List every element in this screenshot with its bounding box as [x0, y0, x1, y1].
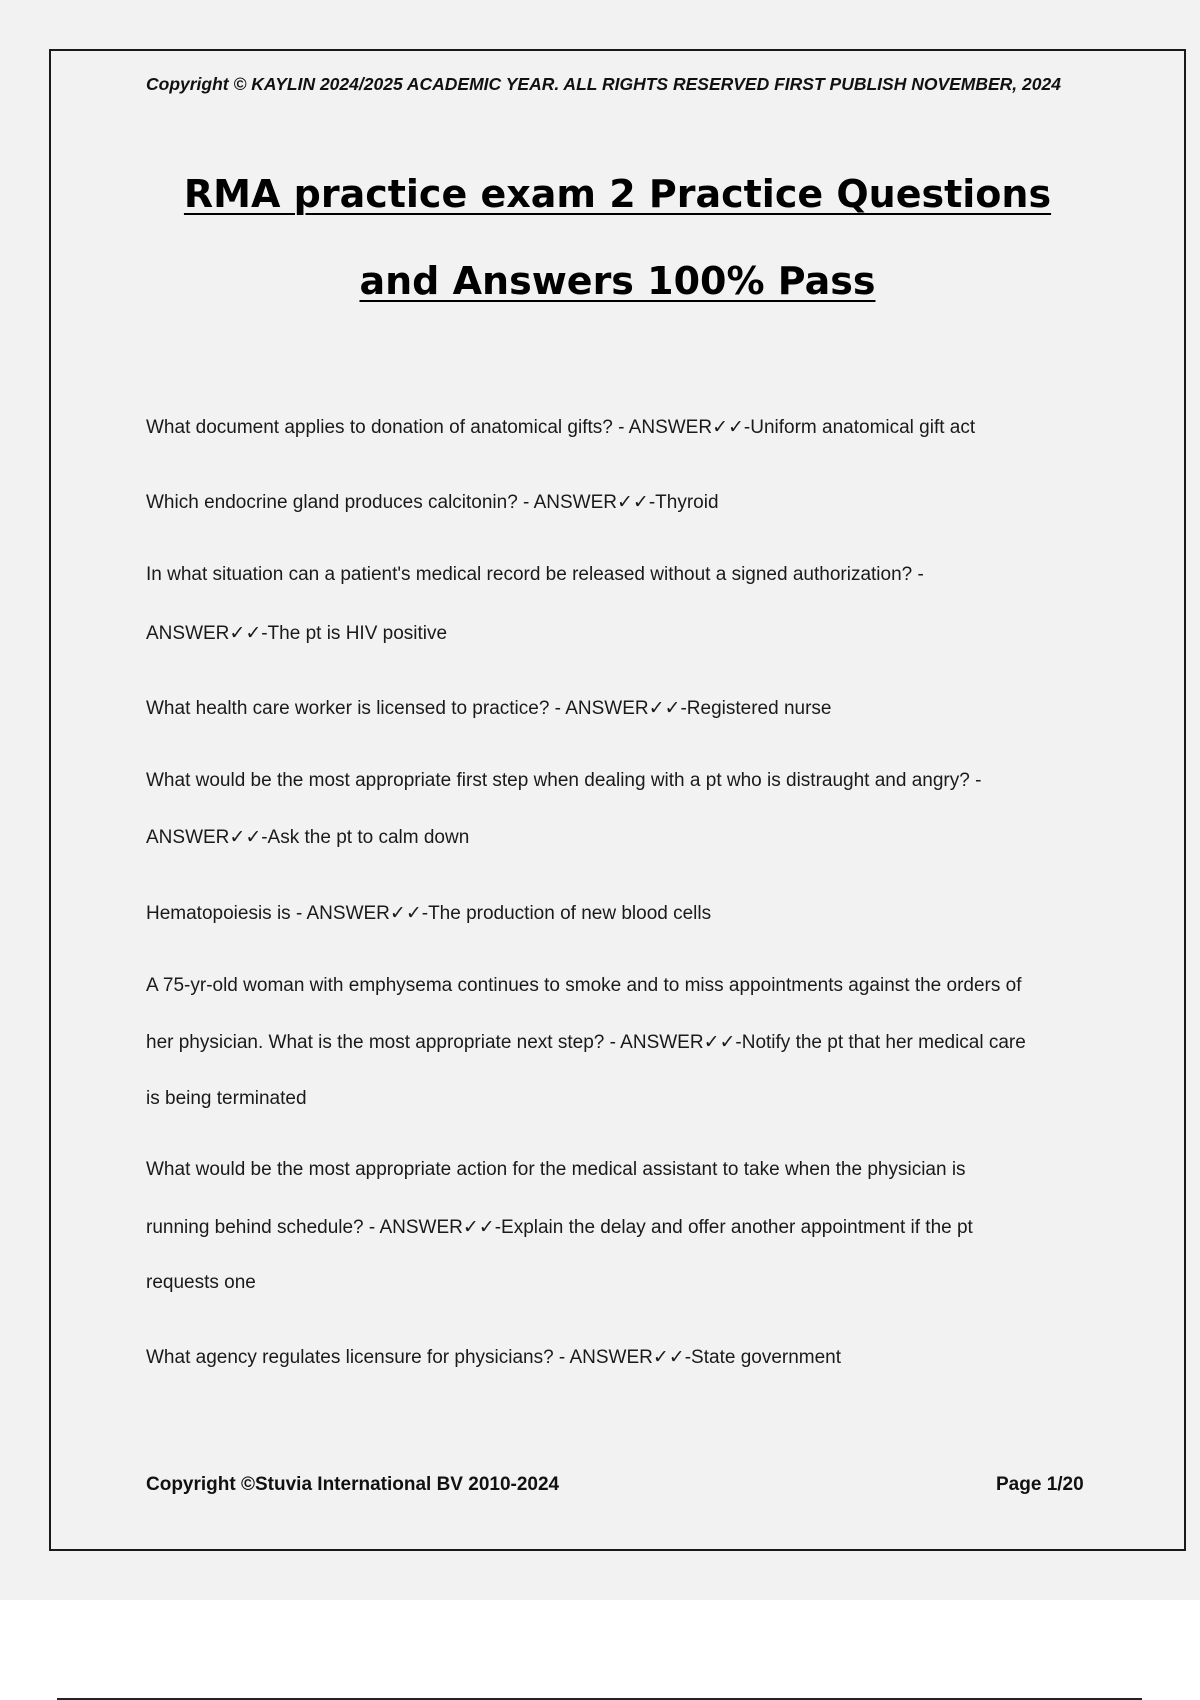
qa-line: ANSWER✓✓-The pt is HIV positive [146, 623, 448, 644]
footer-copyright: Copyright ©Stuvia International BV 2010-2024 [146, 1474, 560, 1495]
document-title-line-1 [120, 172, 1115, 216]
qa-line: Which endocrine gland produces calcitonin? - ANSWER✓✓-Thyroid [146, 492, 719, 513]
qa-line: What agency regulates licensure for physicians? - ANSWER✓✓-State government [146, 1347, 842, 1368]
document-title-text-1: RMA practice exam 2 Practice Questions [183, 172, 1052, 216]
qa-line: ANSWER✓✓-Ask the pt to calm down [146, 827, 470, 848]
page-number: Page 1/20 [996, 1474, 1084, 1495]
qa-line: is being terminated [146, 1088, 307, 1109]
header-copyright: Copyright © KAYLIN 2024/2025 ACADEMIC YEAR. ALL RIGHTS RESERVED FIRST PUBLISH NOVEMBER, 2024 [146, 74, 1061, 94]
qa-line: What document applies to donation of anatomical gifts? - ANSWER✓✓-Uniform anatomical gift act [146, 417, 976, 438]
qa-line: Hematopoiesis is - ANSWER✓✓-The production of new blood cells [146, 903, 712, 924]
qa-line: her physician. What is the most appropriate next step? - ANSWER✓✓-Notify the pt that her medical care [146, 1032, 1026, 1053]
qa-line: A 75-yr-old woman with emphysema continues to smoke and to miss appointments against the orders of [146, 975, 1022, 996]
qa-line: What would be the most appropriate action for the medical assistant to take when the physician is [146, 1159, 966, 1180]
qa-line: requests one [146, 1272, 256, 1293]
qa-line: In what situation can a patient's medical record be released without a signed authorization? - [146, 564, 924, 585]
qa-line: What health care worker is licensed to practice? - ANSWER✓✓-Registered nurse [146, 698, 832, 719]
qa-line: What would be the most appropriate first step when dealing with a pt who is distraught and angry? - [146, 770, 982, 791]
document-title-line-2 [120, 259, 1115, 303]
document-title-text-2: and Answers 100% Pass [359, 259, 876, 303]
qa-line: running behind schedule? - ANSWER✓✓-Explain the delay and offer another appointment if the pt [146, 1217, 973, 1238]
